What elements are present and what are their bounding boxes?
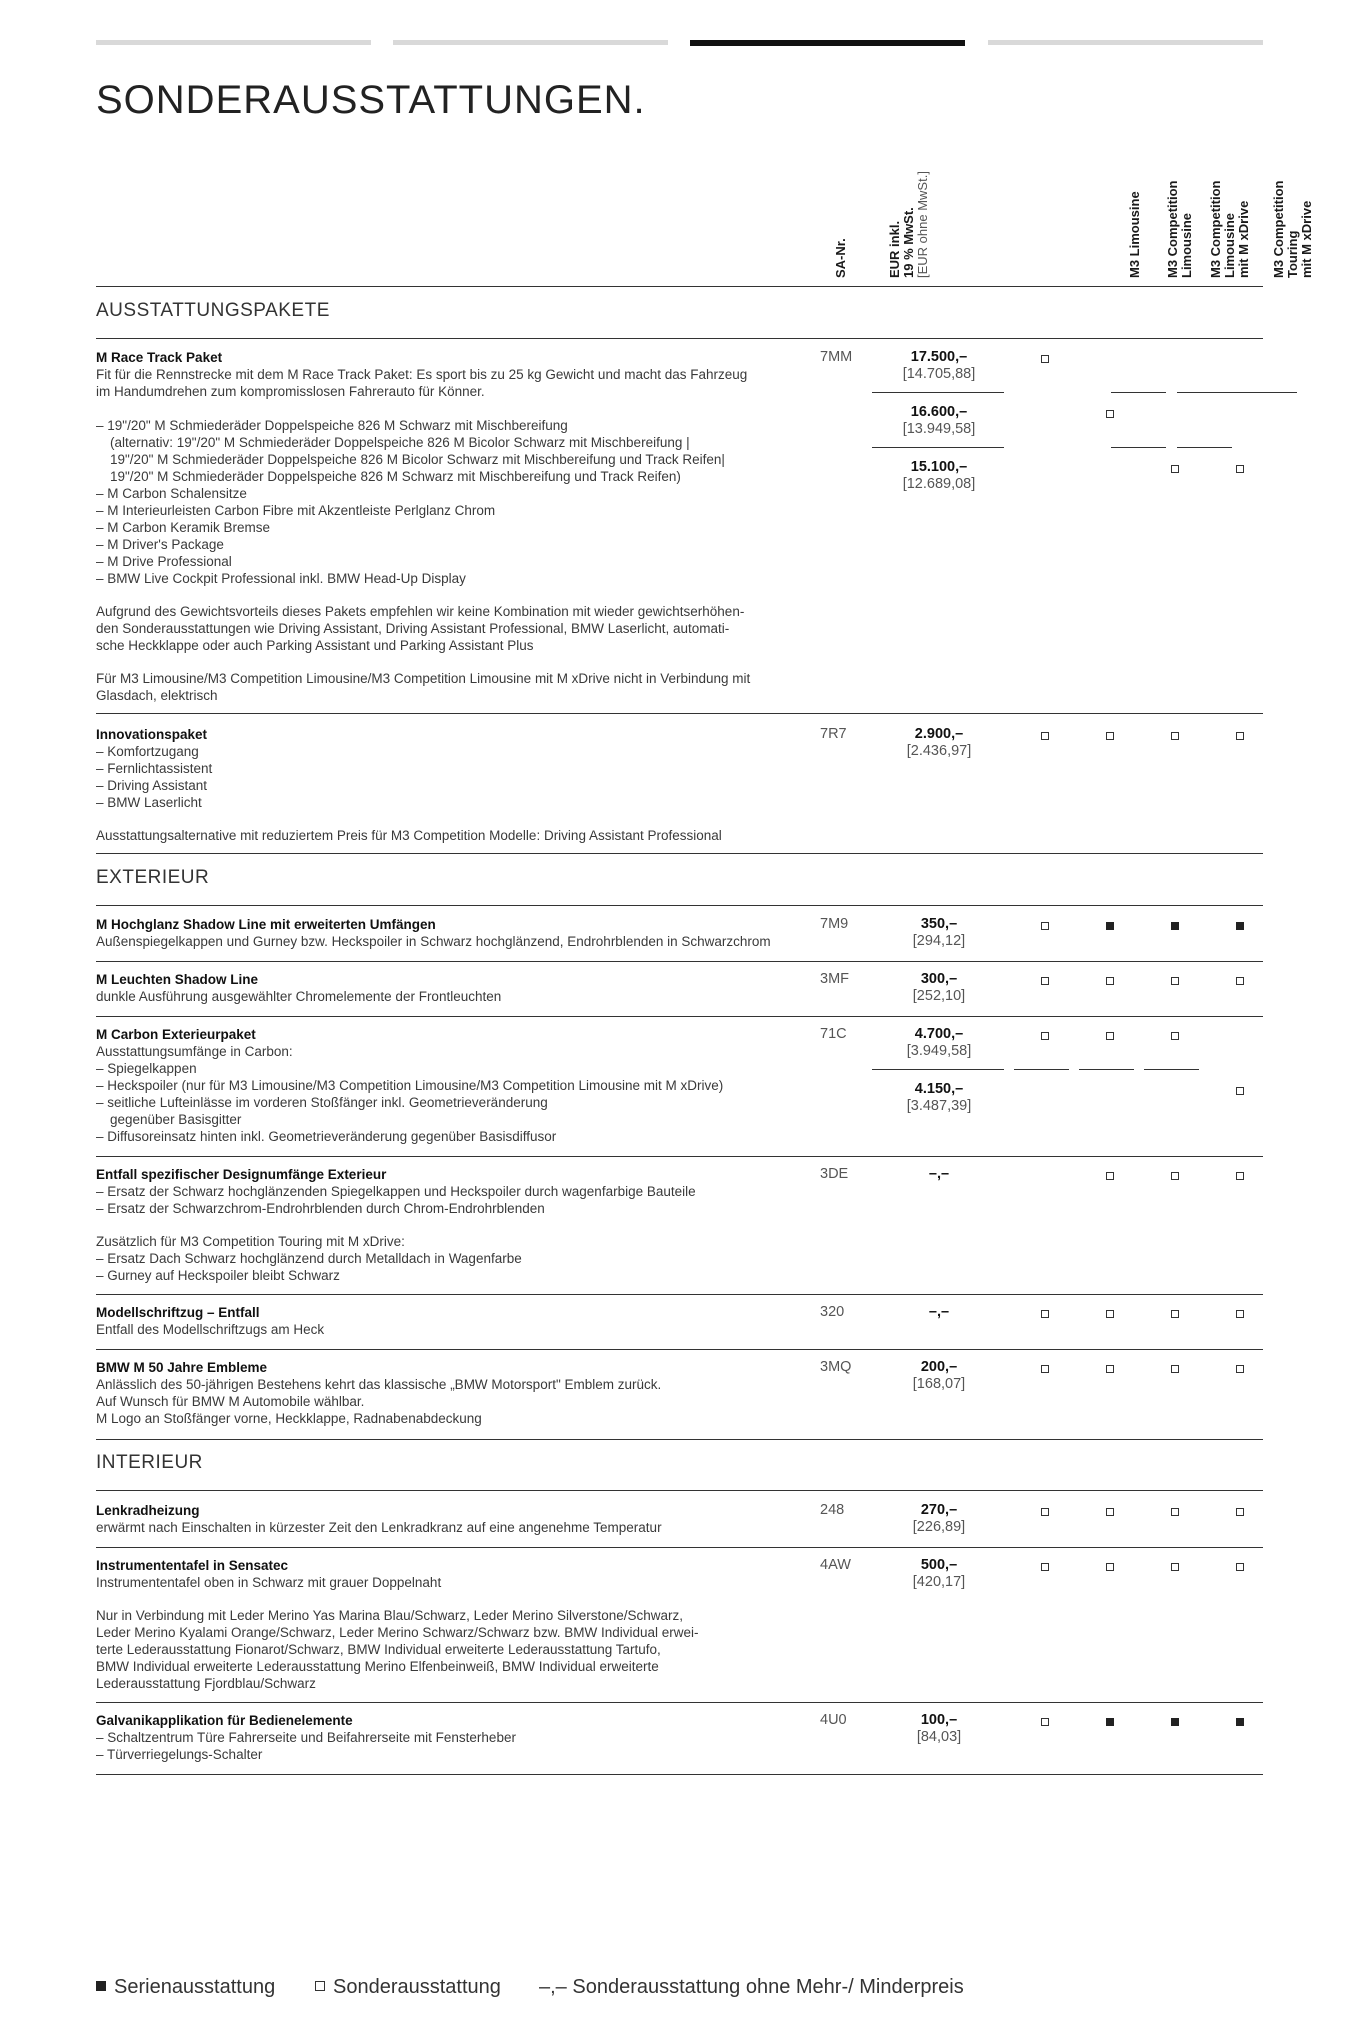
- optional-marker-m3-competition-limousine: [1106, 1172, 1114, 1180]
- optional-marker-m3-competition-touring: [1236, 1563, 1244, 1571]
- section-ausstattungspakete: [96, 300, 1263, 322]
- progress-tab-4[interactable]: [988, 40, 1263, 45]
- optional-marker-m3-competition-xdrive: [1171, 732, 1179, 740]
- optional-marker-m3-competition-limousine: [1106, 977, 1114, 985]
- sub-divider: [1111, 447, 1166, 448]
- sub-divider: [872, 1069, 1004, 1070]
- option-name: M Carbon Exterieurpaket: [96, 1027, 256, 1042]
- standard-marker-m3-competition-limousine: [1106, 1718, 1114, 1726]
- option-price-tier-2: 4.150,– [3.487,39]: [906, 1081, 972, 1114]
- option-price: 350,– [294,12]: [912, 916, 966, 949]
- optional-marker-m3-limousine: [1041, 1718, 1049, 1726]
- section-divider: [96, 905, 1263, 906]
- option-name: M Hochglanz Shadow Line mit erweiterten Umfängen: [96, 917, 436, 932]
- row-divider: [96, 1547, 1263, 1548]
- option-price: 300,– [252,10]: [912, 971, 966, 1004]
- sub-divider: [872, 447, 1004, 448]
- optional-marker-m3-competition-xdrive: [1171, 1032, 1179, 1040]
- optional-marker-m3-competition-touring: [1236, 732, 1244, 740]
- section-divider: [96, 338, 1263, 339]
- option-name: BMW M 50 Jahre Embleme: [96, 1360, 268, 1375]
- option-description: Instrumententafel in Sensatec Instrumententafel oben in Schwarz mit grauer Doppelnaht Nur in Verbindung mit Leder Merino Yas Marina Blau/Schwarz, Leder Merino Silverstone/Schwarz, Leder Merino Kyalami Orange/Schwarz, Leder Merino Schwarz/Schwarz bzw. BMW Individual erwei- terte Lederausstattung Fionarot/Schwarz, BMW Individual erweiterte Lederausstattung Tartufo, BMW Individual erweiterte Lederausstattung Merino Elfenbeinweiß, BMW Individual erweiterte Lederausstattung Fjordblau/Schwarz: [96, 1558, 699, 1691]
- optional-marker-m3-competition-xdrive: [1171, 1365, 1179, 1373]
- optional-marker-m3-limousine: [1041, 1032, 1049, 1040]
- column-headers: [96, 140, 1314, 287]
- sub-divider: [1111, 392, 1166, 393]
- row-divider: [96, 1439, 1263, 1440]
- option-code: 4U0: [820, 1712, 847, 1728]
- row-divider: [96, 1774, 1263, 1775]
- option-code: 248: [820, 1502, 845, 1518]
- optional-marker-m3-competition-xdrive: [1171, 977, 1179, 985]
- optional-marker-m3-competition-touring: [1236, 1087, 1244, 1095]
- progress-tab-3-active[interactable]: [690, 40, 965, 46]
- standard-marker-m3-competition-limousine: [1106, 922, 1114, 930]
- row-divider: [96, 961, 1263, 962]
- option-description: M Hochglanz Shadow Line mit erweiterten Umfängen Außenspiegelkappen und Gurney bzw. Heckspoiler in Schwarz hochglänzend, Endrohrblenden in Schwarzchrom: [96, 917, 771, 949]
- option-description: Entfall spezifischer Designumfänge Exterieur – Ersatz der Schwarz hochglänzenden Spiegelkappen und Heckspoiler durch wagenfarbige Bauteile – Ersatz der Schwarzchrom-Endrohrblenden durch Chrom-Endrohrblenden Zusätzlich für M3 Competition Touring mit M xDrive: – Ersatz Dach Schwarz hochglänzend durch Metalldach in Wagenfarbe – Gurney auf Heckspoiler bleibt Schwarz: [96, 1167, 696, 1283]
- sub-divider: [1014, 1069, 1069, 1070]
- option-description: M Race Track Paket Fit für die Rennstrecke mit dem M Race Track Paket: Es sport bis zu 25 kg Gewicht und macht das Fahrzeug im Handumdrehen zum kompromisslosen Fahrerauto für Könner. – 19"/20" M Schmiederäder Doppelspeiche 826 M Schwarz mit Mischbereifung (alternativ: 19"/20" M Schmiederäder Doppelspeiche 826 M Bicolor Schwarz mit Mischbereifung | 19"/20" M Schmiederäder Doppelspeiche 826 M Bicolor Schwarz mit Mischbereifung und Track Reifen| 19"/20" M Schmiederäder Doppelspeiche 826 M Schwarz mit Mischbereifung und Track Reifen) – M Carbon Schalensitze – M Interieurleisten Carbon Fibre mit Akzentleiste Perlglanz Chrom – M Carbon Keramik Bremse – M Driver's Package – M Drive Professional – BMW Live Cockpit Professional inkl. BMW Head-Up Display Aufgrund des Gewichtsvorteils dieses Pakets empfehlen wir keine Kombination mit wieder gewichtserhöhen- den Sonderausstattungen wie Driving Assistant, Driving Assistant Professional, BMW Laserlicht, automati- sche Heckklappe oder auch Parking Assistant und Parking Assistant Plus Für M3 Limousine/M3 Competition Limousine/M3 Competition Limousine mit M xDrive nicht in Verbindung mit Glasdach, elektrisch: [96, 350, 751, 703]
- optional-marker-m3-limousine: [1041, 1563, 1049, 1571]
- progress-tab-2[interactable]: [393, 40, 668, 45]
- option-name: Galvanikapplikation für Bedienelemente: [96, 1713, 353, 1728]
- option-code: 7M9: [820, 916, 849, 932]
- option-price: 500,– [420,17]: [912, 1557, 966, 1590]
- sub-divider: [1079, 1069, 1134, 1070]
- empty-square-icon: [315, 1981, 325, 1991]
- option-price: –,–: [928, 1166, 950, 1182]
- option-code: 7R7: [820, 726, 847, 742]
- row-divider: [96, 1349, 1263, 1350]
- optional-marker-m3-competition-xdrive: [1171, 1172, 1179, 1180]
- option-name: Entfall spezifischer Designumfänge Exterieur: [96, 1167, 387, 1182]
- optional-marker-m3-competition-xdrive: [1171, 1508, 1179, 1516]
- option-description: M Carbon Exterieurpaket Ausstattungsumfänge in Carbon: – Spiegelkappen – Heckspoiler (nur für M3 Limousine/M3 Competition Limousine/M3 Competition Limousine mit M xDrive) – seitliche Lufteinlässe im vorderen Stoßfänger inkl. Geometrieveränderung gegenüber Basisgitter – Diffusoreinsatz hinten inkl. Geometrieveränderung gegenüber Basisdiffusor: [96, 1027, 724, 1144]
- option-code: 7MM: [820, 349, 853, 365]
- option-price: 100,– [84,03]: [916, 1712, 962, 1745]
- header-sa-nr: SA-Nr.: [833, 238, 848, 278]
- optional-marker-m3-competition-limousine: [1106, 410, 1114, 418]
- legend-sonder: Sonderausstattung: [315, 1976, 501, 1999]
- optional-marker-m3-competition-touring: [1236, 1508, 1244, 1516]
- optional-marker-m3-competition-limousine: [1106, 1365, 1114, 1373]
- optional-marker-m3-competition-touring: [1236, 1365, 1244, 1373]
- optional-marker-m3-competition-touring: [1236, 1172, 1244, 1180]
- option-price-tier-1: 17.500,– [14.705,88]: [902, 349, 976, 382]
- option-price: 200,– [168,07]: [912, 1359, 966, 1392]
- sub-divider: [872, 392, 1004, 393]
- optional-marker-m3-competition-limousine: [1106, 732, 1114, 740]
- option-price: 2.900,– [2.436,97]: [906, 726, 972, 759]
- header-m3-competition-touring: M3 Competition Touring mit M xDrive: [1271, 180, 1314, 278]
- legend-serie: Serienausstattung: [96, 1976, 275, 1999]
- header-price: EUR inkl. 19 % MwSt. [EUR ohne MwSt.]: [887, 171, 930, 278]
- option-name: M Race Track Paket: [96, 350, 223, 365]
- row-divider: [96, 853, 1263, 854]
- legend-ohne-mehrpreis: –,– Sonderausstattung ohne Mehr-/ Minderpreis: [539, 1976, 964, 1998]
- section-title: EXTERIEUR: [96, 867, 210, 888]
- option-description: Modellschriftzug – Entfall Entfall des Modellschriftzugs am Heck: [96, 1305, 325, 1337]
- option-name: Innovationspaket: [96, 727, 208, 742]
- option-code: 71C: [820, 1026, 847, 1042]
- optional-marker-m3-competition-xdrive: [1171, 1310, 1179, 1318]
- standard-marker-m3-competition-touring: [1236, 1718, 1244, 1726]
- option-price: –,–: [928, 1304, 950, 1320]
- sub-divider: [1144, 1069, 1199, 1070]
- header-m3-competition-limousine: M3 Competition Limousine: [1165, 180, 1194, 278]
- option-price: 270,– [226,89]: [912, 1502, 966, 1535]
- sub-divider: [1177, 447, 1232, 448]
- optional-marker-m3-competition-limousine: [1106, 1032, 1114, 1040]
- optional-marker-m3-limousine: [1041, 355, 1049, 363]
- optional-marker-m3-competition-limousine: [1106, 1508, 1114, 1516]
- option-name: Lenkradheizung: [96, 1503, 200, 1518]
- row-divider: [96, 713, 1263, 714]
- optional-marker-m3-competition-touring: [1236, 1310, 1244, 1318]
- option-price-tier-1: 4.700,– [3.949,58]: [906, 1026, 972, 1059]
- option-description: Innovationspaket – Komfortzugang – Fernlichtassistent – Driving Assistant – BMW Laserlicht Ausstattungsalternative mit reduziertem Preis für M3 Competition Modelle: Driving Assistant Professional: [96, 727, 722, 843]
- option-description: Galvanikapplikation für Bedienelemente – Schaltzentrum Türe Fahrerseite und Beifahrerseite mit Fensterheber – Türverriegelungs-Schalter: [96, 1713, 516, 1762]
- optional-marker-m3-limousine: [1041, 1365, 1049, 1373]
- option-code: 4AW: [820, 1557, 851, 1573]
- option-name: Instrumententafel in Sensatec: [96, 1558, 289, 1573]
- standard-marker-m3-competition-xdrive: [1171, 1718, 1179, 1726]
- sub-divider: [1207, 392, 1263, 393]
- header-m3-competition-xdrive: M3 Competition Limousine mit M xDrive: [1208, 180, 1251, 278]
- row-divider: [96, 1702, 1263, 1703]
- optional-marker-m3-limousine: [1041, 922, 1049, 930]
- section-interieur: [96, 1452, 1263, 1474]
- optional-marker-m3-limousine: [1041, 1310, 1049, 1318]
- option-description: BMW M 50 Jahre Embleme Anlässlich des 50-jährigen Bestehens kehrt das klassische „BMW Motorsport" Emblem zurück. Auf Wunsch für BMW M Automobile wählbar. M Logo an Stoßfänger vorne, Heckklappe, Radnabenabdeckung: [96, 1360, 662, 1426]
- optional-marker-m3-competition-touring: [1236, 465, 1244, 473]
- optional-marker-m3-limousine: [1041, 977, 1049, 985]
- optional-marker-m3-competition-xdrive: [1171, 1563, 1179, 1571]
- option-description: M Leuchten Shadow Line dunkle Ausführung ausgewählter Chromelemente der Frontleuchten: [96, 972, 502, 1004]
- section-title: INTERIEUR: [96, 1452, 203, 1473]
- optional-marker-m3-competition-touring: [1236, 977, 1244, 985]
- option-name: Modellschriftzug – Entfall: [96, 1305, 260, 1320]
- row-divider: [96, 1016, 1263, 1017]
- option-code: 3MQ: [820, 1359, 852, 1375]
- option-description: Lenkradheizung erwärmt nach Einschalten in kürzester Zeit den Lenkradkranz auf eine angenehme Temperatur: [96, 1503, 662, 1535]
- option-code: 3DE: [820, 1166, 849, 1182]
- section-title: AUSSTATTUNGSPAKETE: [96, 300, 330, 321]
- header-m3-limousine: M3 Limousine: [1127, 191, 1142, 278]
- standard-marker-m3-competition-xdrive: [1171, 922, 1179, 930]
- optional-marker-m3-limousine: [1041, 732, 1049, 740]
- section-divider: [96, 1490, 1263, 1491]
- standard-marker-m3-competition-touring: [1236, 922, 1244, 930]
- option-price-tier-3: 15.100,– [12.689,08]: [902, 459, 976, 492]
- option-code: 320: [820, 1304, 845, 1320]
- row-divider: [96, 1294, 1263, 1295]
- option-price-tier-2: 16.600,– [13.949,58]: [902, 404, 976, 437]
- page-progress: [96, 40, 1263, 46]
- option-name: M Leuchten Shadow Line: [96, 972, 259, 987]
- progress-tab-1[interactable]: [96, 40, 371, 45]
- optional-marker-m3-limousine: [1041, 1508, 1049, 1516]
- optional-marker-m3-competition-limousine: [1106, 1563, 1114, 1571]
- row-divider: [96, 1156, 1263, 1157]
- optional-marker-m3-competition-limousine: [1106, 1310, 1114, 1318]
- option-code: 3MF: [820, 971, 849, 987]
- page-title: SONDERAUSSTATTUNGEN.: [96, 78, 646, 122]
- optional-marker-m3-competition-xdrive: [1171, 465, 1179, 473]
- section-exterieur: [96, 867, 1263, 889]
- filled-square-icon: [96, 1981, 106, 1991]
